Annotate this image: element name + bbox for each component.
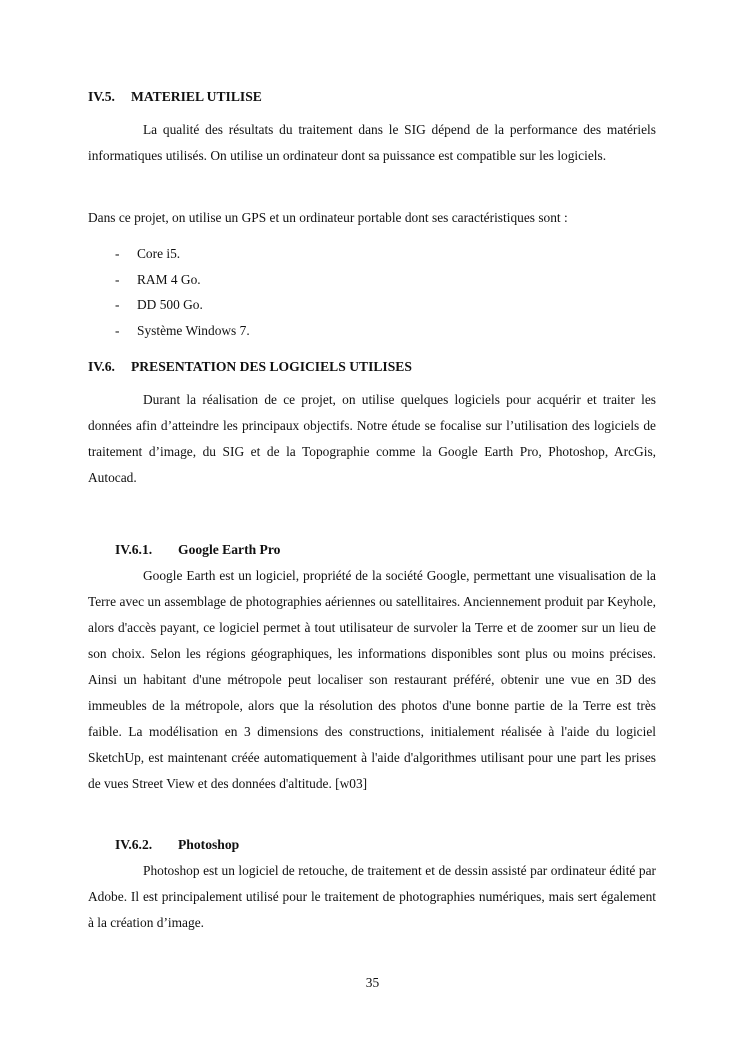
heading-iv6 [88, 359, 412, 375]
specs-list [88, 241, 250, 343]
heading-iv61 [115, 542, 280, 558]
heading-iv5-title: MATERIEL UTILISE [131, 89, 262, 104]
heading-iv61-title: Google Earth Pro [178, 542, 281, 557]
paragraph-google-earth: Google Earth est un logiciel, propriété de la société Google, permettant une visualisation de la Terre avec un assemblage de photographies aériennes ou satellitaires. Anciennement produit par Keyhole, alors d'accès payant, ce logiciel permet à tout utilisateur de survoler la Terre et de zoomer sur un lieu de son choix. Selon les régions géographiques, les informations disponibles sont plus ou moins précises. Ainsi un habitant d'une métropole peut localiser son restaurant préféré, obtenir une vue en 3D des immeubles de la métropole, alors que la résolution des photos d'une bonne partie de la Terre est très faible. La modélisation en 3 dimensions des constructions, initialement réalisée à l'aide du logiciel SketchUp, est maintenant créée automatiquement à l'aide d'algorithmes utilisant pour une part les prises de vues Street View et des données d'altitude. [w03] [88, 568, 656, 791]
heading-iv62-number: IV.6.2. [115, 837, 153, 852]
heading-iv62 [115, 837, 239, 853]
heading-iv62-title: Photoshop [178, 837, 240, 852]
heading-iv6-title: PRESENTATION DES LOGICIELS UTILISES [131, 359, 412, 374]
paragraph-iv5-intro: La qualité des résultats du traitement dans le SIG dépend de la performance des matériels informatiques utilisés. On utilise un ordinateur dont sa puissance est compatible sur les logiciels. [88, 122, 656, 163]
paragraph-iv6: Durant la réalisation de ce projet, on utilise quelques logiciels pour acquérir et traiter les données afin d’atteindre les principaux objectifs. Notre étude se focalise sur l’utilisation des logiciels de traitement d’image, du SIG et de la Topographie comme la Google Earth Pro, Photoshop, ArcGis, Autocad. [88, 392, 656, 485]
list-item: - RAM 4 Go. [115, 271, 201, 287]
heading-iv5-number: IV.5. [88, 89, 115, 104]
heading-iv61-number: IV.6.1. [115, 542, 153, 557]
paragraph-photoshop: Photoshop est un logiciel de retouche, de traitement et de dessin assisté par ordinateur édité par Adobe. Il est principalement utilisé pour le traitement de photographies numériques, mais sert également à la création d’image. [88, 863, 656, 930]
list-item: - Core i5. [115, 246, 181, 261]
list-item: - DD 500 Go. [115, 297, 203, 312]
heading-iv5 [88, 89, 262, 105]
list-item: - Système Windows 7. [115, 322, 250, 338]
paragraph-iv5-specs-intro: Dans ce projet, on utilise un GPS et un ordinateur portable dont ses caractéristiques sont : [88, 210, 568, 225]
heading-iv6-number: IV.6. [88, 359, 115, 374]
page-number: 35 [365, 975, 380, 990]
